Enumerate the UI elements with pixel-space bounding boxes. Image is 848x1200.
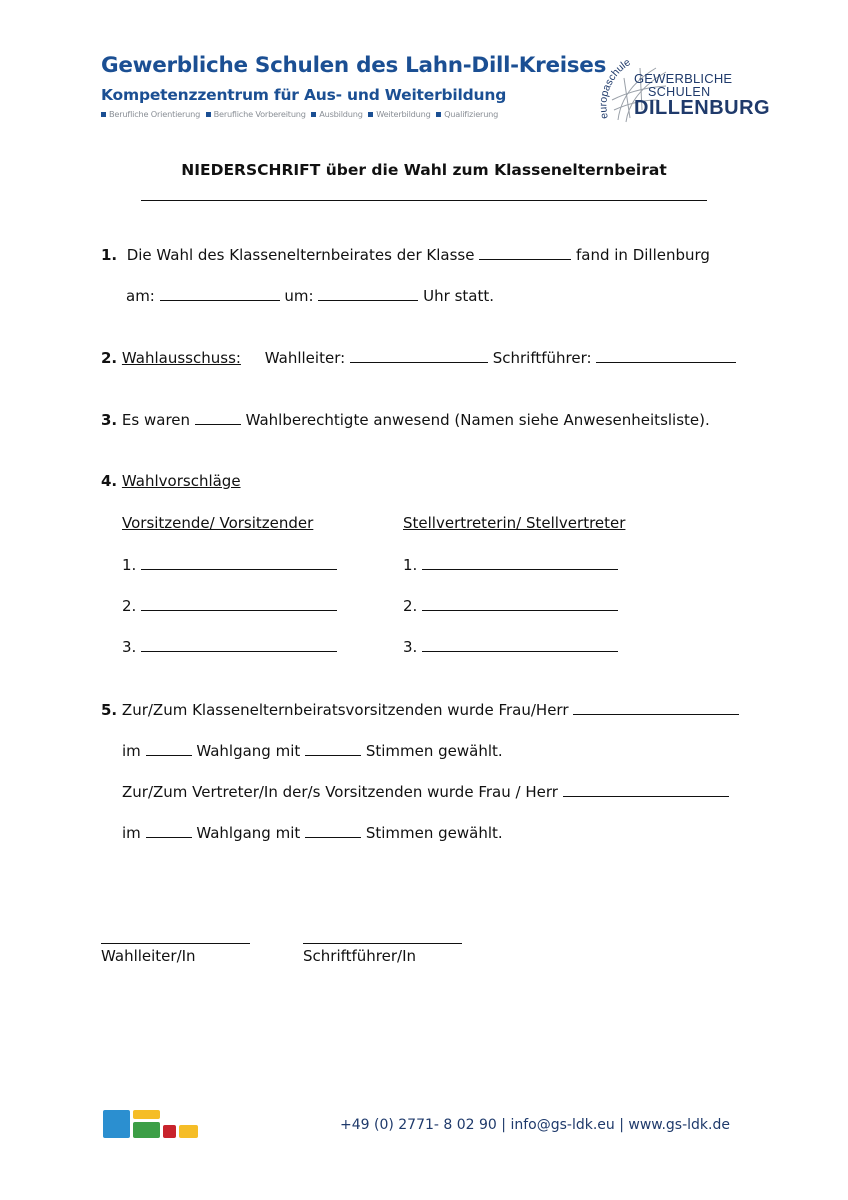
vorsitz-elected-name-field[interactable] xyxy=(573,700,739,715)
europaschule-arc-text: europaschule xyxy=(597,56,633,120)
time-suffix: Uhr statt. xyxy=(423,287,495,305)
title-rule xyxy=(141,200,707,201)
org-subtitle: Kompetenzzentrum für Aus- und Weiterbildung xyxy=(101,86,507,104)
section-3-text-2: Wahlberechtigte anwesend (Namen siehe Anwesenheitsliste). xyxy=(245,411,710,429)
color-block-icon xyxy=(179,1125,198,1138)
vertreter-stimmen-field[interactable] xyxy=(305,823,361,838)
vorsitz-wahlgang-field[interactable] xyxy=(146,741,192,756)
org-title: Gewerbliche Schulen des Lahn-Dill-Kreises xyxy=(101,53,607,78)
vorsitz-elected-text: Zur/Zum Klassenelternbeiratsvorsitzenden wurde Frau/Herr xyxy=(121,701,569,719)
wahlleiter-label: Wahlleiter: xyxy=(264,349,346,367)
signature-label-schriftfuehrer: Schriftführer/In xyxy=(303,947,417,965)
stimmen-label: Stimmen gewählt. xyxy=(365,824,503,842)
vorsitz-candidate-1-field[interactable] xyxy=(141,555,337,570)
vorsitz-stimmen-field[interactable] xyxy=(305,741,361,756)
stellv-candidate-2-field[interactable] xyxy=(422,596,618,611)
section-number: 1. xyxy=(101,246,118,264)
schriftfuehrer-label: Schriftführer: xyxy=(492,349,592,367)
org-tagline xyxy=(101,109,501,119)
tag-item: Ausbildung xyxy=(319,109,363,119)
date-field[interactable] xyxy=(160,286,280,301)
section-1-line-1 xyxy=(101,245,710,264)
signature-line-schriftfuehrer[interactable] xyxy=(303,943,462,944)
row-number: 2. xyxy=(122,597,137,615)
tag-item: Weiterbildung xyxy=(376,109,431,119)
schriftfuehrer-field[interactable] xyxy=(596,348,736,363)
time-field[interactable] xyxy=(318,286,418,301)
section-5-line-1 xyxy=(101,700,739,719)
bullet-square-icon xyxy=(368,112,373,117)
section-number: 4. xyxy=(101,472,118,490)
row-number: 1. xyxy=(122,556,137,574)
logo-line-1: GEWERBLICHE xyxy=(634,71,733,86)
stimmen-label: Stimmen gewählt. xyxy=(365,742,503,760)
wahlvorschlaege-label: Wahlvorschläge xyxy=(121,472,241,490)
row-number: 3. xyxy=(122,638,137,656)
section-number: 2. xyxy=(101,349,118,367)
stellv-candidate-3-field[interactable] xyxy=(422,637,618,652)
tag-item: Berufliche Orientierung xyxy=(109,109,201,119)
vertreter-elected-name-field[interactable] xyxy=(563,782,729,797)
col-header-vorsitz: Vorsitzende/ Vorsitzender xyxy=(122,514,314,532)
candidate-row xyxy=(122,637,337,656)
section-number: 5. xyxy=(101,701,118,719)
bullet-square-icon xyxy=(436,112,441,117)
bullet-square-icon xyxy=(101,112,106,117)
wahlgang-label: Wahlgang mit xyxy=(196,824,301,842)
color-block-icon xyxy=(133,1122,160,1138)
vertreter-wahlgang-field[interactable] xyxy=(146,823,192,838)
signature-line-wahlleiter[interactable] xyxy=(101,943,250,944)
logo-line-3: DILLENBURG xyxy=(634,97,771,119)
candidate-row xyxy=(122,596,337,615)
footer-contact: +49 (0) 2771- 8 02 90 | info@gs-ldk.eu | www.gs-ldk.de xyxy=(340,1117,730,1133)
school-logo xyxy=(596,48,771,128)
candidate-row xyxy=(122,555,337,574)
candidate-row xyxy=(403,637,618,656)
row-number: 3. xyxy=(403,638,418,656)
section-4-heading xyxy=(101,472,241,490)
document-title: NIEDERSCHRIFT über die Wahl zum Klassenelternbeirat xyxy=(181,161,667,179)
klasse-field[interactable] xyxy=(479,245,571,260)
im-label: im xyxy=(122,824,141,842)
row-number: 2. xyxy=(403,597,418,615)
vorsitz-candidate-2-field[interactable] xyxy=(141,596,337,611)
section-5-line-3 xyxy=(122,782,729,801)
section-2 xyxy=(101,348,736,367)
section-5-line-2 xyxy=(122,741,503,760)
tag-item: Qualifizierung xyxy=(444,109,499,119)
im-label: im xyxy=(122,742,141,760)
logo-line-2: SCHULEN xyxy=(648,85,711,99)
section-3-text: Es waren xyxy=(121,411,191,429)
stellv-candidate-1-field[interactable] xyxy=(422,555,618,570)
bullet-square-icon xyxy=(206,112,211,117)
col-header-stellvertretung: Stellvertreterin/ Stellvertreter xyxy=(403,514,626,532)
color-block-icon xyxy=(163,1125,176,1138)
color-block-icon xyxy=(103,1110,130,1138)
signature-label-wahlleiter: Wahlleiter/In xyxy=(101,947,196,965)
footer-logo-blocks xyxy=(103,1110,203,1140)
color-block-icon xyxy=(133,1110,160,1119)
anwesend-count-field[interactable] xyxy=(195,410,241,425)
section-3 xyxy=(101,410,710,429)
section-5-line-4 xyxy=(122,823,503,842)
vorsitz-candidate-3-field[interactable] xyxy=(141,637,337,652)
section-1-text: Die Wahl des Klassenelternbeirates der Klasse xyxy=(126,246,475,264)
tag-item: Berufliche Vorbereitung xyxy=(213,109,306,119)
bullet-square-icon xyxy=(311,112,316,117)
section-1-text-2: fand in Dillenburg xyxy=(576,246,710,264)
vertreter-elected-text: Zur/Zum Vertreter/In der/s Vorsitzenden wurde Frau / Herr xyxy=(122,783,558,801)
am-label: am: xyxy=(126,287,155,305)
wahlleiter-field[interactable] xyxy=(350,348,488,363)
wahlausschuss-label: Wahlausschuss: xyxy=(121,349,241,367)
row-number: 1. xyxy=(403,556,418,574)
candidate-row xyxy=(403,596,618,615)
wahlgang-label: Wahlgang mit xyxy=(196,742,301,760)
section-number: 3. xyxy=(101,411,118,429)
section-1-line-2 xyxy=(126,286,494,305)
um-label: um: xyxy=(284,287,314,305)
candidate-row xyxy=(403,555,618,574)
